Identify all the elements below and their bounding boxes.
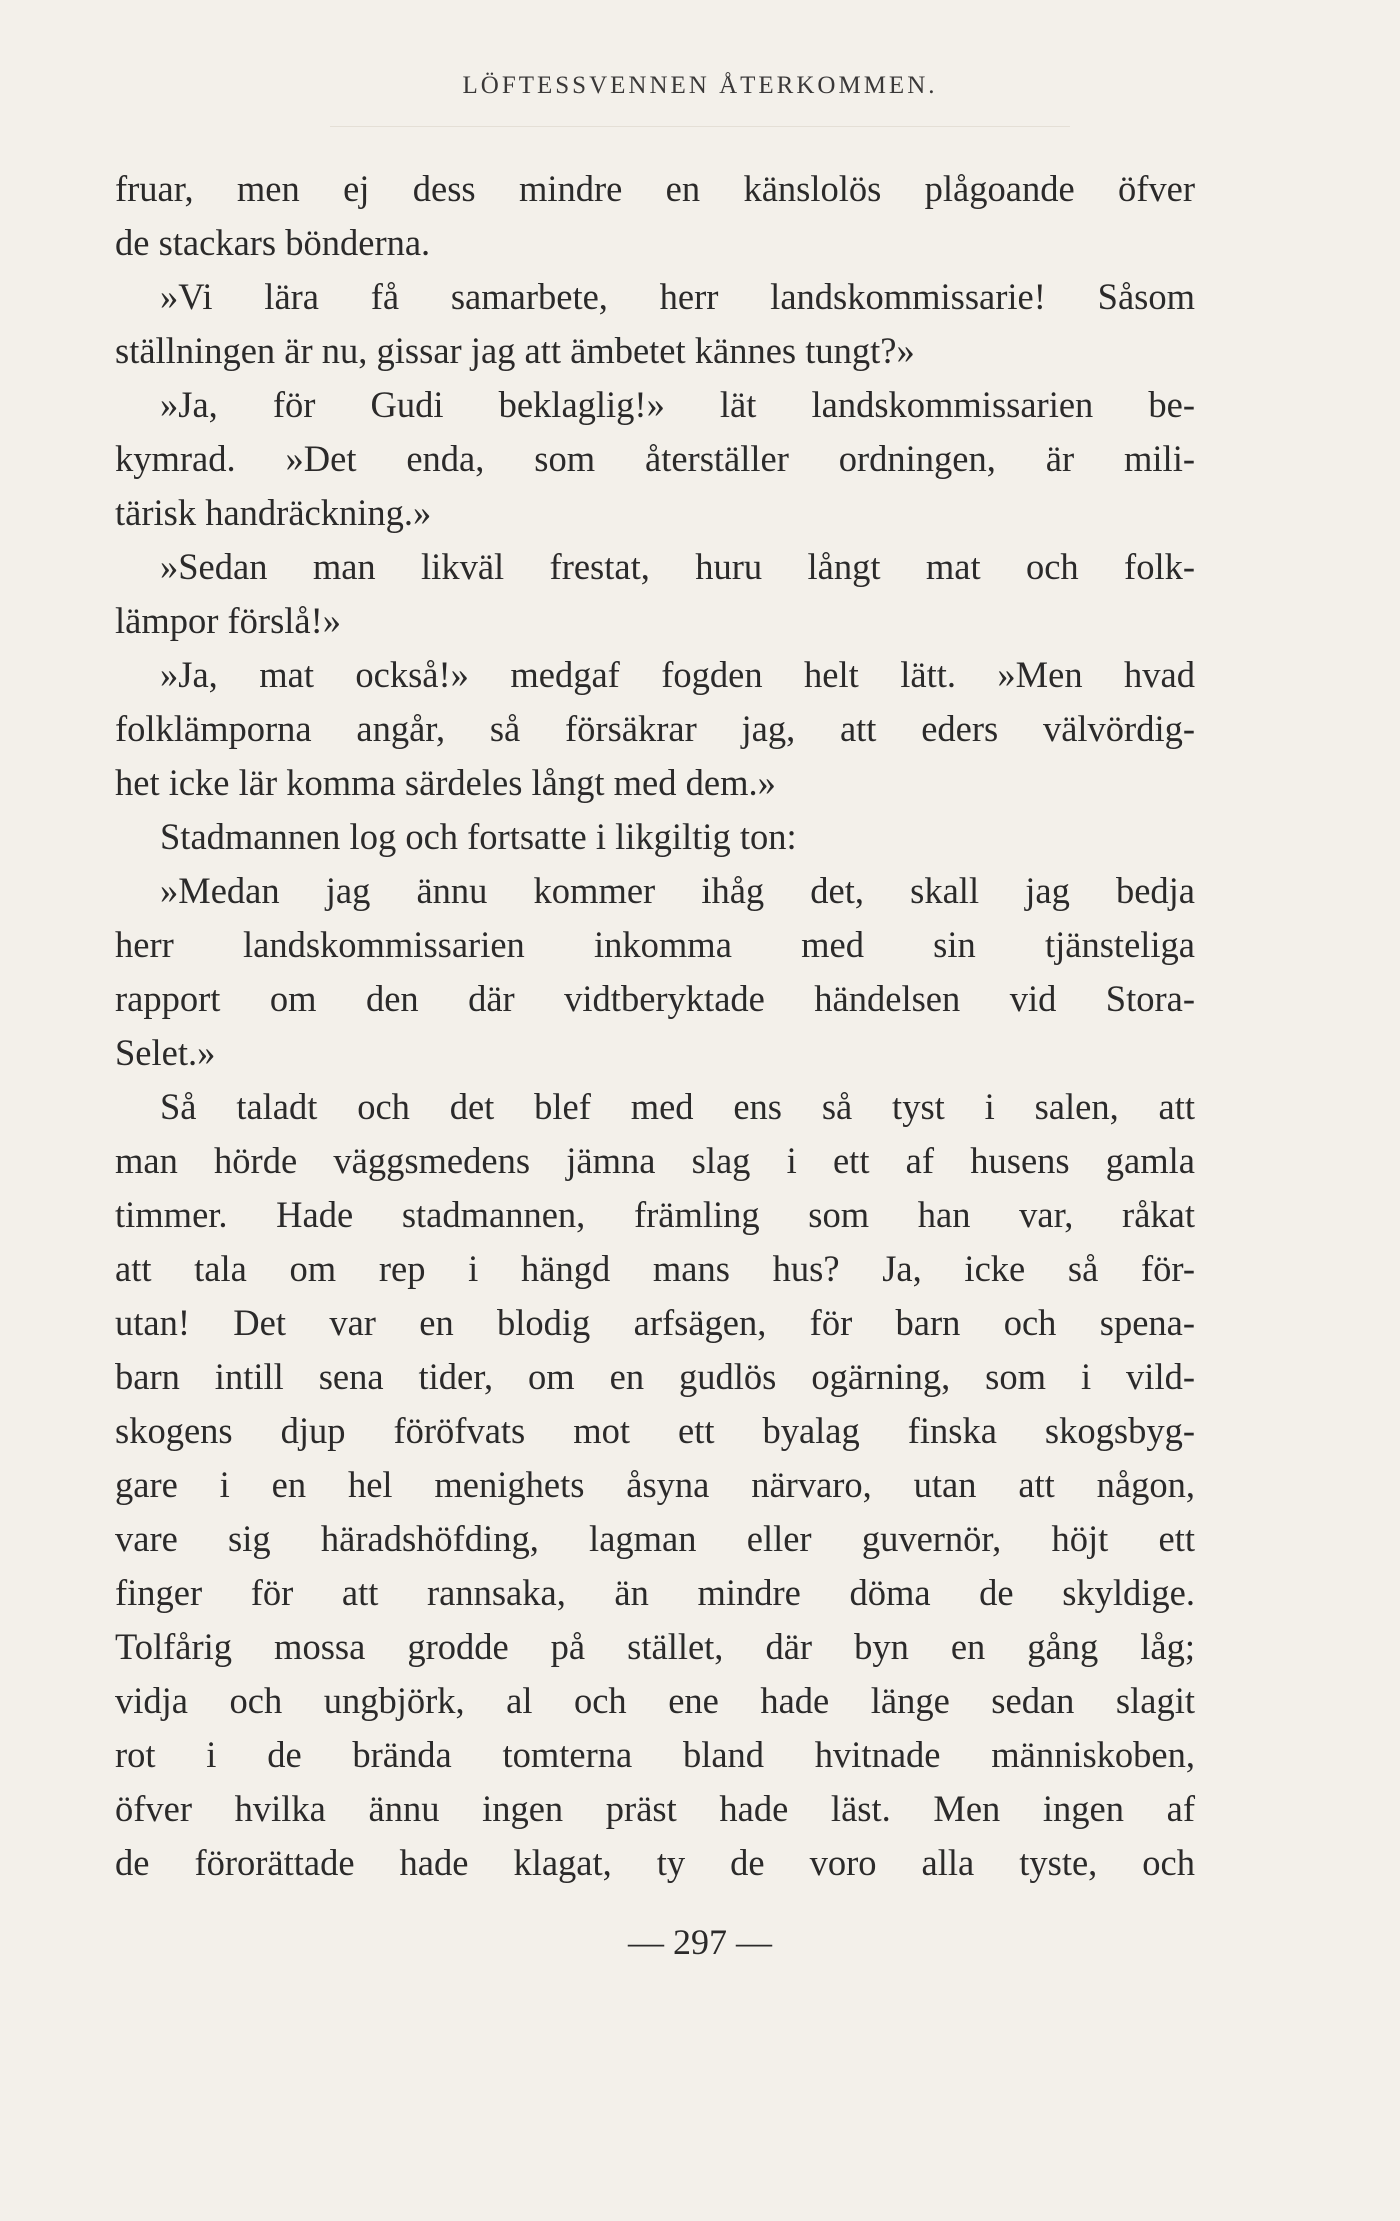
text-line: finger för att rannsaka, än mindre döma de skyldige. — [115, 1572, 1195, 1613]
text-line: het icke lär komma särdeles långt med dem.» — [115, 762, 776, 803]
header-divider — [330, 126, 1070, 127]
text-line: skogens djup föröfvats mot ett byalag finska skogsbyg- — [115, 1410, 1195, 1451]
text-line: tärisk handräckning.» — [115, 492, 432, 533]
text-line: timmer. Hade stadmannen, främling som han var, råkat — [115, 1194, 1195, 1235]
text-line: »Ja, för Gudi beklaglig!» lät landskommissarien be- — [160, 384, 1195, 425]
text-line: ställningen är nu, gissar jag att ämbetet kännes tungt?» — [115, 330, 915, 371]
text-line: Tolfårig mossa grodde på stället, där byn en gång låg; — [115, 1626, 1195, 1667]
text-line: Stadmannen log och fortsatte i likgiltig ton: — [160, 816, 797, 857]
page-number: — 297 — — [628, 1922, 772, 1962]
text-line: barn intill sena tider, om en gudlös ogärning, som i vild- — [115, 1356, 1195, 1397]
text-line: att tala om rep i hängd mans hus? Ja, icke så för- — [115, 1248, 1195, 1289]
text-line: »Sedan man likväl frestat, huru långt mat och folk- — [160, 546, 1195, 587]
text-line: »Ja, mat också!» medgaf fogden helt lätt. »Men hvad — [160, 654, 1195, 695]
text-line: de förorättade hade klagat, ty de voro alla tyste, och — [115, 1842, 1195, 1883]
text-line: rot i de brända tomterna bland hvitnade människoben, — [115, 1734, 1195, 1775]
text-line: kymrad. »Det enda, som återställer ordningen, är mili- — [115, 438, 1195, 479]
text-line: vidja och ungbjörk, al och ene hade länge sedan slagit — [115, 1680, 1195, 1721]
text-line: öfver hvilka ännu ingen präst hade läst. Men ingen af — [115, 1788, 1195, 1829]
text-line: de stackars bönderna. — [115, 222, 431, 263]
text-line: »Medan jag ännu kommer ihåg det, skall jag bedja — [160, 870, 1195, 911]
text-line: fruar, men ej dess mindre en känslolös plågoande öfver — [115, 168, 1195, 209]
running-head: LÖFTESSVENNEN ÅTERKOMMEN. — [462, 72, 938, 99]
text-line: Så taladt och det blef med ens så tyst i salen, att — [160, 1086, 1195, 1127]
text-line: Selet.» — [115, 1032, 216, 1073]
text-line: man hörde väggsmedens jämna slag i ett af husens gamla — [115, 1140, 1195, 1181]
text-line: gare i en hel menighets åsyna närvaro, utan att någon, — [115, 1464, 1195, 1505]
text-line: herr landskommissarien inkomma med sin tjänsteliga — [115, 924, 1195, 965]
text-line: folklämporna angår, så försäkrar jag, att eders välvördig- — [115, 708, 1195, 749]
text-line: lämpor förslå!» — [115, 600, 342, 641]
text-line: rapport om den där vidtberyktade händelsen vid Stora- — [115, 978, 1195, 1019]
text-line: »Vi lära få samarbete, herr landskommissarie! Såsom — [160, 276, 1195, 317]
text-line: vare sig häradshöfding, lagman eller guvernör, höjt ett — [115, 1518, 1195, 1559]
text-line: utan! Det var en blodig arfsägen, för barn och spena- — [115, 1302, 1195, 1343]
